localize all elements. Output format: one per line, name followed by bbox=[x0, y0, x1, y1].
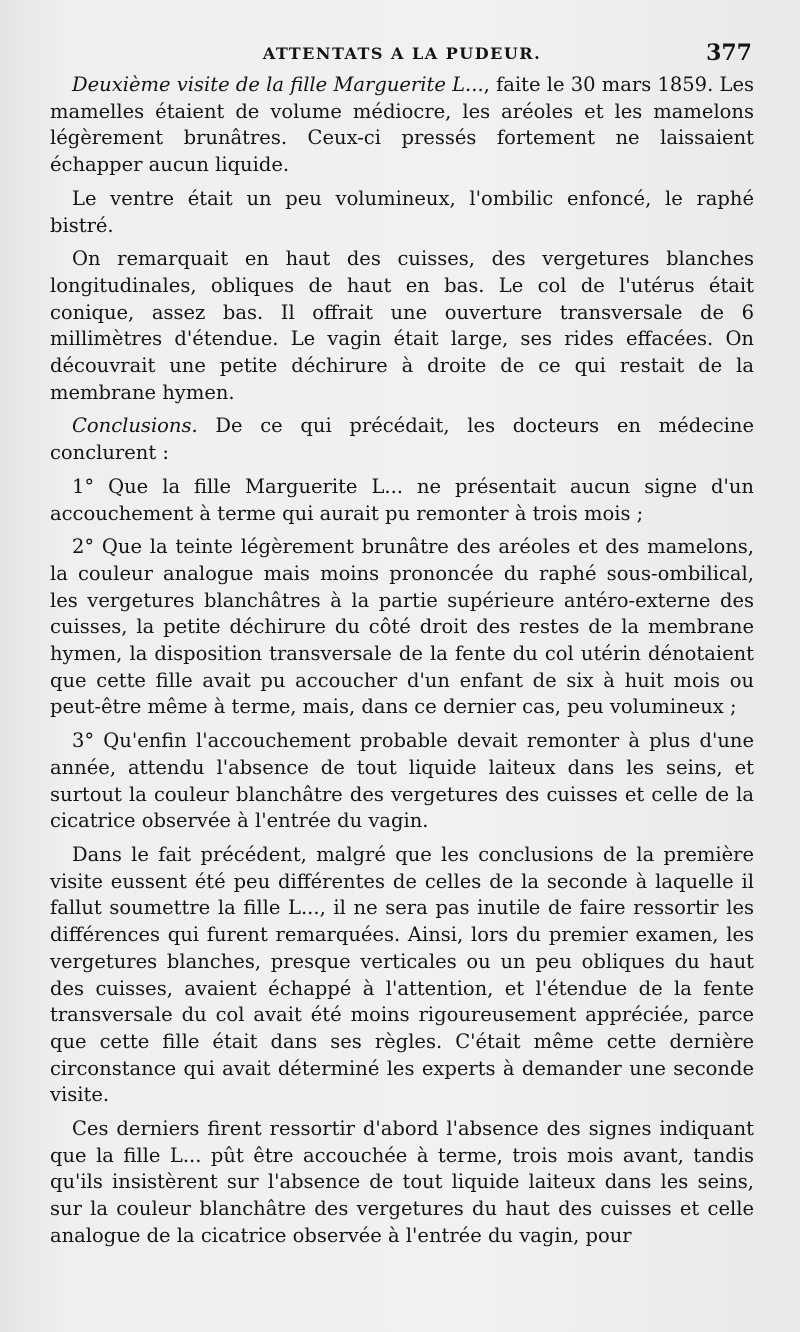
paragraph-discussion: Dans le fait précédent, malgré que les conclusions de la première visite eussent été peu différentes de celles de la seconde à laquelle il fallut soumettre la fille L..., il ne sera pas inutile de faire ressortir les différences qui furent remarquées. Ainsi, lors du premier examen, les vergetures blanches, presque verticales ou un peu obliques du haut des cuisses, avaient échappé à l'attention, et l'étendue de la fente transversale du col avait été moins rigoureusement appréciée, parce que cette fille était dans ses règles. C'était même cette dernière circonstance qui avait déterminé les experts à demander une seconde visite. bbox=[50, 842, 754, 1107]
conclusion-item-3: 3° Qu'enfin l'accouchement probable devait remonter à plus d'une année, attendu l'absence de tout liquide laiteux dans les seins, et surtout la couleur blanchâtre des vergetures des cuisses et celle de la cicatrice observée à l'entrée du vagin. bbox=[50, 729, 754, 833]
conclusion-item-1: 1° Que la fille Marguerite L... ne présentait aucun signe d'un accouchement à terme qui aurait pu remonter à trois mois ; bbox=[50, 474, 754, 525]
conclusion-item-2: 2° Que la teinte légèrement brunâtre des aréoles et des mamelons, la couleur analogue mais moins prononcée du raphé sous-ombilical, les vergetures blanchâtres à la partie supérieure antéro-externe des cuisses, la petite déchirure du côté droit des restes de la membrane hymen, la disposition transversale de la fente du col utérin dénotaient que cette fille avait pu accoucher d'un enfant de six à huit mois ou peut-être même à terme, mais, dans ce dernier cas, peu volumineux ; bbox=[50, 535, 754, 719]
page-body bbox=[50, 72, 754, 1250]
paragraph-abdomen: Le ventre était un peu volumineux, l'ombilic enfoncé, le raphé bistré. bbox=[50, 186, 754, 237]
paragraph-second-visit: Deuxième visite de la fille Marguerite L..., faite le 30 mars 1859. Les mamelles étaient de volume médiocre, les aréoles et les mamelons légèrement brunâtres. Ceux-ci pressés fortement ne laissaient échapper aucun liquide. bbox=[50, 73, 754, 177]
paragraph-observations: On remarquait en haut des cuisses, des vergetures blanches longitudinales, obliques de haut en bas. Le col de l'utérus était conique, assez bas. Il offrait une ouverture transversale de 6 millimètres d'étendue. Le vagin était large, ses rides effacées. On découvrait une petite déchirure à droite de ce qui restait de la membrane hymen. bbox=[50, 247, 754, 404]
paragraph-experts: Ces derniers firent ressortir d'abord l'absence des signes indiquant que la fille L... pût être accouchée à terme, trois mois avant, tandis qu'ils insistèrent sur l'absence de tout liquide laiteux dans les seins, sur la couleur blanchâtre des vergetures du haut des cuisses et celle analogue de la cicatrice observée à l'entrée du vagin, pour bbox=[50, 1117, 754, 1247]
paragraph-conclusions: Conclusions. De ce qui précédait, les docteurs en médecine conclurent : bbox=[50, 414, 754, 465]
second-visit-heading: Deuxième visite de la fille Marguerite L... bbox=[72, 73, 484, 96]
running-head: ATTENTATS A LA PUDEUR. bbox=[262, 43, 542, 63]
conclusions-heading: Conclusions. bbox=[72, 414, 198, 438]
page-header bbox=[50, 36, 754, 70]
page-number: 377 bbox=[706, 40, 752, 66]
